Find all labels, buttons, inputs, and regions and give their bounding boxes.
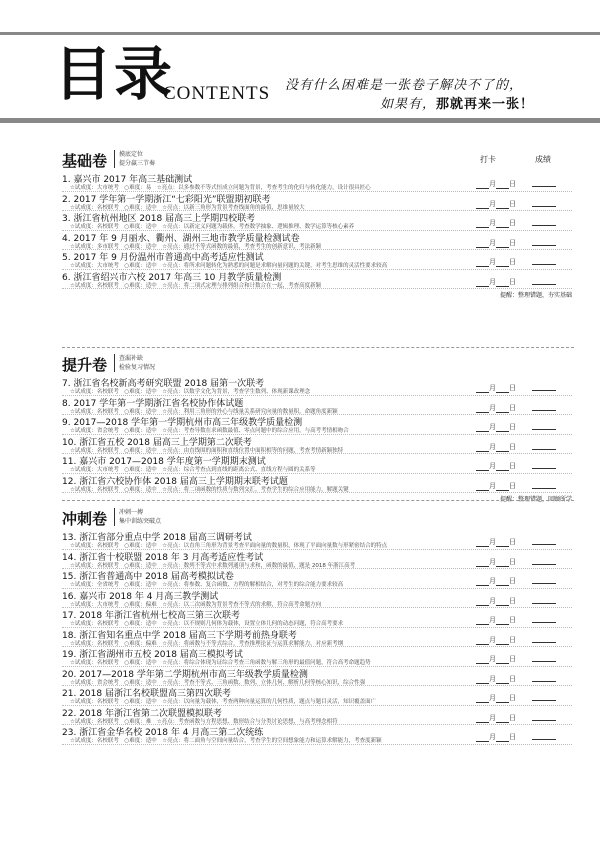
- item-title-text: 浙江省十校联盟 2018 年 3 月高考适应性考试: [79, 552, 264, 563]
- item-meta: ☆试成度：名校联考 ○难度：适中 ☆亮点：数列不等式中求数列通项与求和，函数的最值，题是 2018 年浙江高考: [70, 562, 356, 569]
- month-label: 月: [489, 462, 496, 470]
- month-label: 月: [489, 199, 496, 208]
- section-subtitle-line: 提分赢三节奏: [119, 160, 156, 167]
- list-item: [62, 628, 572, 648]
- list-item: [62, 376, 572, 396]
- item-number: 14.: [62, 552, 77, 563]
- month-label: 月: [489, 557, 496, 566]
- item-title-text: 浙江省名校新高考研究联盟 2018 届第一次联考: [73, 379, 265, 389]
- date-blank[interactable]: [476, 241, 489, 248]
- date-blank[interactable]: [476, 484, 489, 491]
- date-blank[interactable]: [496, 484, 509, 491]
- date-blank[interactable]: [476, 445, 489, 452]
- month-label: 月: [489, 596, 496, 605]
- day-label: 日: [509, 199, 516, 208]
- date-blank[interactable]: [496, 202, 509, 209]
- checkin-date[interactable]: [476, 615, 516, 625]
- item-title-text: 2018 届浙江名校联盟高三第四次联考: [79, 689, 231, 699]
- item-number: 17.: [62, 611, 77, 621]
- date-blank[interactable]: [476, 638, 489, 645]
- item-number: 16.: [62, 591, 77, 602]
- section-sprint: [62, 506, 572, 745]
- item-meta: ☆试成度：大市统考 ○难度：偏难 ☆亮点：以二次函数为背景考查不等式的求解，符合高考命题方向: [70, 601, 322, 608]
- date-blank[interactable]: [496, 579, 509, 586]
- item-meta: ☆试成度：名校联考 ○难度：适中 ☆亮点：将二面角与空间向量结合，考查学生的空间想象能力和运算求解能力，考查度新颖: [70, 738, 382, 744]
- item-number: 1.: [62, 175, 71, 185]
- month-label: 月: [489, 674, 496, 683]
- date-blank[interactable]: [496, 540, 509, 547]
- month-label: 月: [489, 403, 496, 412]
- list-item: [62, 172, 572, 192]
- section-footer-text: 提醒：整理错题，回顾所学: [499, 496, 572, 503]
- item-meta: ☆试成度：名校联考 ○难度：适中 ☆亮点：将二项式定理与排列组合和计数合在一起，考查高度新颖: [70, 282, 322, 289]
- item-meta: ☆试成度：大市统考 ○难度：适中 ☆亮点：将所求问题转化为熟悉的问题是求解向量问题的关键，对考生思维的灵活性要求较高: [70, 263, 388, 269]
- date-blank[interactable]: [476, 386, 489, 393]
- item-number: 11.: [62, 457, 77, 467]
- item-number: 20.: [62, 669, 77, 680]
- date-blank[interactable]: [496, 618, 509, 625]
- item-number: 4.: [62, 233, 71, 244]
- date-blank[interactable]: [496, 425, 509, 432]
- checkin-date[interactable]: [476, 179, 516, 189]
- month-label: 月: [489, 481, 496, 490]
- date-blank[interactable]: [476, 579, 489, 586]
- day-label: 日: [509, 442, 516, 451]
- date-blank[interactable]: [496, 445, 509, 452]
- date-blank[interactable]: [496, 280, 509, 287]
- section-subtitle-line: 集中训练突破点: [119, 518, 162, 525]
- date-blank[interactable]: [496, 406, 509, 413]
- section-advanced: [62, 352, 572, 503]
- list-item: [62, 435, 572, 455]
- item-number: 23.: [62, 728, 77, 738]
- section-subtitle-line: 摸底定位: [119, 151, 144, 158]
- header: [0, 0, 600, 135]
- month-label: 月: [489, 384, 496, 392]
- date-blank[interactable]: [476, 599, 489, 606]
- item-number: 22.: [62, 708, 77, 719]
- checkin-date[interactable]: [476, 732, 516, 742]
- score-blank[interactable]: [532, 442, 556, 450]
- date-blank[interactable]: [496, 716, 509, 723]
- score-blank[interactable]: [532, 199, 556, 207]
- day-label: 日: [509, 713, 516, 722]
- date-blank[interactable]: [476, 260, 489, 267]
- list-item: [62, 270, 572, 290]
- item-number: 13.: [62, 533, 77, 543]
- date-blank[interactable]: [476, 182, 489, 189]
- item-title-text: 嘉兴市 2017—2018 学年度第一学期期末测试: [79, 457, 266, 467]
- checkin-date[interactable]: [476, 383, 516, 393]
- list-item: [62, 569, 572, 589]
- list-item: [62, 250, 572, 270]
- section-footer: [62, 289, 572, 299]
- date-blank[interactable]: [496, 696, 509, 703]
- item-title-text: 2017 年 9 月份温州市普通高中高考适应性测试: [73, 253, 264, 263]
- date-blank[interactable]: [476, 696, 489, 703]
- item-number: 9.: [62, 418, 71, 428]
- item-title-text: 2017—2018 学年第一学期杭州市高三年级教学质量检测: [73, 418, 303, 428]
- item-meta: ☆试成度：名校联考 ○难度：适中 ☆亮点：以数学文化为背景，考查学生数列、体现新课改理念: [70, 389, 311, 395]
- list-item: [62, 725, 572, 745]
- date-blank[interactable]: [496, 599, 509, 606]
- day-label: 日: [509, 616, 516, 624]
- date-blank[interactable]: [476, 677, 489, 684]
- item-title-text: 嘉兴市 2017 年高三基础测试: [73, 175, 193, 185]
- section-divider: [62, 500, 574, 501]
- day-label: 日: [509, 403, 516, 412]
- page-title: 目录: [54, 40, 175, 108]
- checkin-date[interactable]: [476, 199, 516, 209]
- month-label: 月: [489, 616, 496, 624]
- section-subtitle: [114, 150, 155, 168]
- section-title: 冲刺卷: [62, 510, 108, 528]
- score-blank[interactable]: [532, 179, 556, 187]
- day-label: 日: [509, 538, 516, 546]
- score-blank[interactable]: [532, 422, 556, 430]
- date-blank[interactable]: [476, 618, 489, 625]
- item-title-text: 浙江省部分重点中学 2018 届高三调研考试: [79, 533, 252, 543]
- item-number: 15.: [62, 572, 77, 582]
- item-meta: ☆试成度：省会统考 ○难度：适中 ☆亮点：考查导数在求函数最值、零点问题中的综合应用，与高考考情相吻合: [70, 428, 349, 434]
- score-blank[interactable]: [532, 277, 556, 285]
- day-label: 日: [509, 655, 516, 663]
- checkin-date[interactable]: [476, 403, 516, 413]
- checkin-date[interactable]: [476, 461, 516, 471]
- day-label: 日: [509, 238, 516, 247]
- month-label: 月: [489, 180, 496, 188]
- date-blank[interactable]: [496, 677, 509, 684]
- score-blank[interactable]: [532, 576, 556, 584]
- day-label: 日: [509, 674, 516, 683]
- month-label: 月: [489, 733, 496, 741]
- month-label: 月: [489, 635, 496, 644]
- date-blank[interactable]: [496, 464, 509, 471]
- list-item: [62, 192, 572, 212]
- column-checkin: 打卡: [480, 155, 496, 164]
- score-blank[interactable]: [532, 615, 556, 623]
- checkin-date[interactable]: [476, 218, 516, 228]
- score-blank[interactable]: [532, 635, 556, 643]
- checkin-date[interactable]: [476, 537, 516, 547]
- score-blank[interactable]: [532, 383, 556, 391]
- item-title-text: 浙江省绍兴市六校 2017 年高三 10 月教学质量检测: [73, 272, 282, 283]
- month-label: 月: [489, 423, 496, 431]
- item-number: 2.: [62, 194, 71, 205]
- day-label: 日: [509, 462, 516, 470]
- section-title: 提升卷: [62, 356, 108, 374]
- score-blank[interactable]: [532, 537, 556, 545]
- day-label: 日: [509, 219, 516, 227]
- day-label: 日: [509, 180, 516, 188]
- section-subtitle-line: 查漏补缺: [119, 355, 144, 362]
- checkin-date[interactable]: [476, 238, 516, 248]
- section-footer-text: 提醒：整理错题，夯实基础: [499, 292, 572, 299]
- date-blank[interactable]: [496, 638, 509, 645]
- date-blank[interactable]: [476, 540, 489, 547]
- month-label: 月: [489, 219, 496, 227]
- item-number: 5.: [62, 253, 71, 263]
- list-item: [62, 589, 572, 609]
- item-title-text: 2017 学年第一学期浙江“七彩阳光”联盟期初联考: [73, 194, 271, 205]
- list-item: [62, 706, 572, 726]
- item-number: 8.: [62, 398, 71, 409]
- quote-line-1: 没有什么困难是一张卷子解决不了的，: [285, 78, 524, 93]
- list-item: [62, 550, 572, 570]
- item-number: 6.: [62, 272, 71, 283]
- checkin-date[interactable]: [476, 557, 516, 567]
- date-blank[interactable]: [476, 425, 489, 432]
- page-title-english: CONTENTS: [163, 83, 271, 104]
- date-blank[interactable]: [476, 735, 489, 742]
- day-label: 日: [509, 258, 516, 266]
- score-blank[interactable]: [532, 461, 556, 469]
- score-blank[interactable]: [532, 257, 556, 265]
- item-title-text: 浙江省金华名校 2018 年 4 月高三第二次统练: [79, 728, 264, 738]
- section-divider: [62, 347, 574, 348]
- date-blank[interactable]: [476, 560, 489, 567]
- month-label: 月: [489, 442, 496, 451]
- checkin-date[interactable]: [476, 654, 516, 664]
- item-title-text: 浙江省五校 2018 届高三上学期第二次联考: [79, 437, 252, 448]
- item-title-text: 浙江省知名重点中学 2018 届高三下学期考前热身联考: [79, 630, 297, 641]
- item-meta: ☆试成度：名校联考 ○难度：适中 ☆亮点：将综合体现为证综合考查三角函数与解三角形的最值问题，符合高考命题趋势: [70, 660, 371, 666]
- item-number: 18.: [62, 630, 77, 641]
- day-label: 日: [509, 384, 516, 392]
- item-title-text: 浙江省杭州地区 2018 届高三上学期四校联考: [73, 214, 256, 224]
- item-number: 19.: [62, 650, 77, 660]
- checkin-date[interactable]: [476, 693, 516, 703]
- date-blank[interactable]: [476, 406, 489, 413]
- item-meta: ☆试成度：省会统考 ○难度：适中 ☆亮点：考查不等式、三角函数、数列、立体几何、解析几何等核心知识，综合性强: [70, 679, 366, 686]
- item-title-text: 浙江省普通高中 2018 届高考模拟试卷: [79, 572, 234, 582]
- list-item: [62, 211, 572, 231]
- list-item: [62, 474, 572, 494]
- item-meta: ☆试成度：名校联考 ○难度：适中 ☆亮点：以直角三角形为背景考查平面向量的数量积，体现了平面向量数与形紧密结合的特点: [70, 543, 388, 549]
- item-meta: ☆试成度：名校联考 ○难度：难 ☆亮点：考查函数与方程思想、数形结合与分类讨论思想，与高考理念相符: [70, 718, 338, 725]
- checkin-date[interactable]: [476, 277, 516, 287]
- section-basic: [62, 148, 572, 299]
- date-blank[interactable]: [476, 221, 489, 228]
- item-number: 10.: [62, 437, 77, 448]
- checkin-date[interactable]: [476, 422, 516, 432]
- month-label: 月: [489, 655, 496, 663]
- score-blank[interactable]: [532, 403, 556, 411]
- header-top-bar: [0, 32, 600, 35]
- item-number: 3.: [62, 214, 71, 224]
- day-label: 日: [509, 694, 516, 702]
- section-subtitle: [114, 508, 161, 526]
- score-blank[interactable]: [532, 557, 556, 565]
- header-bottom-bar: [0, 118, 600, 123]
- section-header: [62, 148, 572, 172]
- item-meta: ☆试成度：名校联考 ○难度：偏难 ☆亮点：将函数与不等式综合，考查推理论证与运算求解能力，对应新考纲: [70, 640, 344, 647]
- item-meta: ☆试成度：名校联考 ○难度：适中 ☆亮点：以新定义问题为载体，考查数学抽象、逻辑推理、数学运算等核心素养: [70, 224, 355, 230]
- section-subtitle: [114, 354, 155, 372]
- section-header: [62, 352, 572, 376]
- month-label: 月: [489, 694, 496, 702]
- date-blank[interactable]: [496, 182, 509, 189]
- day-label: 日: [509, 423, 516, 431]
- score-blank[interactable]: [532, 481, 556, 489]
- checkin-date[interactable]: [476, 713, 516, 723]
- month-label: 月: [489, 538, 496, 546]
- item-title-text: 2017 年 9 月丽水、衢州、湖州三地市教学质量检测试卷: [73, 233, 300, 244]
- list-item: [62, 415, 572, 435]
- item-title-text: 浙江省湖州市五校 2018 届高三模拟考试: [79, 650, 243, 660]
- month-label: 月: [489, 713, 496, 722]
- item-title-text: 浙江省六校协作体 2018 届高三上学期期末联考试题: [79, 476, 288, 487]
- item-title-text: 2017 学年第一学期浙江省名校协作体试题: [73, 398, 244, 409]
- checkin-date[interactable]: [476, 635, 516, 645]
- score-blank[interactable]: [532, 674, 556, 682]
- item-title-text: 2018 年浙江省第二次联盟模拟联考: [79, 708, 222, 719]
- item-meta: ☆试成度：大市统考 ○难度：易 ☆亮点：以多参数不等式恒成立问题为背景，考查考生的化归与转化能力，设计很具匠心: [70, 185, 371, 191]
- section-subtitle-line: 检验复习情况: [119, 364, 156, 371]
- list-item: [62, 530, 572, 550]
- day-label: 日: [509, 596, 516, 605]
- month-label: 月: [489, 577, 496, 585]
- item-title-text: 2017—2018 学年第二学期杭州市高三年级教学质量检测: [79, 669, 308, 680]
- score-blank[interactable]: [532, 218, 556, 226]
- list-item: [62, 396, 572, 416]
- list-item: [62, 667, 572, 687]
- item-meta: ☆试成度：名校联考 ○难度：适中 ☆亮点：利用三角形的外心与线量关系研究向量的数量积，命题角度新颖: [70, 408, 338, 415]
- list-item: [62, 686, 572, 706]
- score-blank[interactable]: [532, 732, 556, 740]
- day-label: 日: [509, 733, 516, 741]
- checkin-date[interactable]: [476, 257, 516, 267]
- item-title-text: 嘉兴市 2018 年 4 月高三教学测试: [79, 591, 219, 602]
- day-label: 日: [509, 577, 516, 585]
- score-blank[interactable]: [532, 693, 556, 701]
- score-blank[interactable]: [532, 654, 556, 662]
- day-label: 日: [509, 635, 516, 644]
- item-meta: ☆试成度：名校联考 ○难度：适中 ☆亮点：以向量为载体，考查两种向量运算的几何性质，题点与题目灵活，知识覆盖面广: [70, 699, 377, 705]
- date-blank[interactable]: [496, 735, 509, 742]
- date-blank[interactable]: [476, 280, 489, 287]
- item-title-text: 2018 年浙江省杭州七校高三第三次联考: [79, 611, 240, 621]
- item-meta: ☆试成度：名校联考 ○难度：适中 ☆亮点：将二项函数的性质与数列交汇，考查学生的综合应用能力，解题关键: [70, 486, 349, 493]
- month-label: 月: [489, 277, 496, 286]
- section-footer: [62, 493, 572, 503]
- item-meta: ☆试成度：名校联考 ○难度：适中 ☆亮点：以新三角形为背景考查线面角的最值，思维量较大: [70, 204, 305, 211]
- list-item: [62, 647, 572, 667]
- section-subtitle-line: 冲刺一搏: [119, 509, 144, 516]
- quote-line-2: [380, 93, 534, 112]
- date-blank[interactable]: [476, 657, 489, 664]
- checkin-date[interactable]: [476, 674, 516, 684]
- section-header: [62, 506, 572, 530]
- checkin-date[interactable]: [476, 481, 516, 491]
- item-number: 21.: [62, 689, 77, 699]
- quote-line-2-pre: 如果有，: [380, 97, 437, 112]
- item-meta: ☆试成度：多市联考 ○难度：适中 ☆亮点：通过不等式函数的最值，考查考生的创新意识，考法新颖: [70, 243, 322, 250]
- day-label: 日: [509, 557, 516, 566]
- item-meta: ☆试成度：名校联考 ○难度：适中 ☆亮点：以不规则几何体为载体，设置立体几何的动态问题，符合高考要求: [70, 621, 344, 627]
- item-number: 7.: [62, 379, 71, 389]
- day-label: 日: [509, 277, 516, 286]
- score-blank[interactable]: [532, 713, 556, 721]
- list-item: [62, 231, 572, 251]
- date-blank[interactable]: [496, 560, 509, 567]
- checkin-date[interactable]: [476, 442, 516, 452]
- score-blank[interactable]: [532, 596, 556, 604]
- item-meta: ☆试成度：大市统考 ○难度：适中 ☆亮点：综合考查点到直线的距离公式、直线方程与圆的关系等: [70, 467, 316, 473]
- checkin-date[interactable]: [476, 596, 516, 606]
- date-blank[interactable]: [496, 386, 509, 393]
- score-blank[interactable]: [532, 238, 556, 246]
- date-blank[interactable]: [496, 241, 509, 248]
- month-label: 月: [489, 238, 496, 247]
- date-blank[interactable]: [496, 657, 509, 664]
- checkin-date[interactable]: [476, 576, 516, 586]
- list-item: [62, 608, 572, 628]
- column-score: 成绩: [535, 155, 551, 164]
- date-blank[interactable]: [496, 221, 509, 228]
- item-meta: ☆试成度：全省统考 ○难度：适中 ☆亮点：将参数、复合函数、方程的解相结合，对考生的综合能力要求较高: [70, 582, 344, 588]
- date-blank[interactable]: [476, 464, 489, 471]
- item-meta: ☆试成度：名校联考 ○难度：适中 ☆亮点：由直线围的面积和直线位置中面积相等的问题，考查考情新颖独特: [70, 447, 344, 454]
- item-number: 12.: [62, 476, 77, 487]
- day-label: 日: [509, 481, 516, 490]
- section-title: 基础卷: [62, 152, 108, 170]
- date-blank[interactable]: [476, 716, 489, 723]
- date-blank[interactable]: [476, 202, 489, 209]
- date-blank[interactable]: [496, 260, 509, 267]
- month-label: 月: [489, 258, 496, 266]
- quote-line-2-bold: 那就再来一张！: [436, 97, 535, 112]
- list-item: [62, 454, 572, 474]
